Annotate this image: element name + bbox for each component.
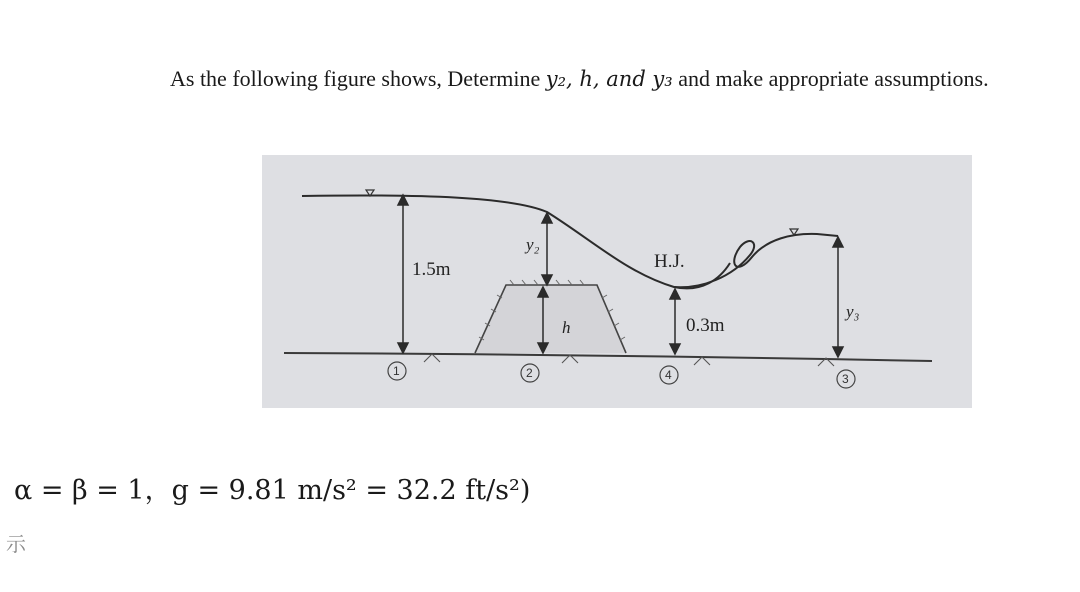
problem-statement — [170, 62, 1050, 96]
label-depth-4: 0.3m — [686, 315, 725, 336]
problem-text-before: As the following figure shows, Determine — [170, 66, 546, 91]
label-y2: y₂ — [526, 235, 540, 254]
label-upstream-depth: 1.5m — [412, 259, 451, 280]
problem-variables: y₂, h, and y₃ — [545, 67, 673, 91]
label-y3: y₃ — [846, 302, 860, 321]
hydraulic-jump — [674, 234, 838, 287]
channel-bed — [284, 353, 932, 361]
stray-character: 示 — [6, 532, 26, 556]
water-surface — [302, 195, 730, 288]
constants-line: α = β = 1，g = 9.81 m/s² = 32.2 ft/s²) — [14, 475, 531, 506]
channel-diagram — [262, 155, 972, 408]
label-hydraulic-jump: H.J. — [654, 251, 685, 272]
channel-figure — [262, 155, 972, 408]
section-1-label: 1 — [393, 364, 400, 378]
section-4-label: 4 — [665, 368, 672, 382]
section-3-label: 3 — [842, 372, 849, 386]
problem-text-after: and make appropriate assumptions. — [672, 66, 989, 91]
label-h: h — [562, 318, 571, 337]
section-2-label: 2 — [526, 366, 533, 380]
